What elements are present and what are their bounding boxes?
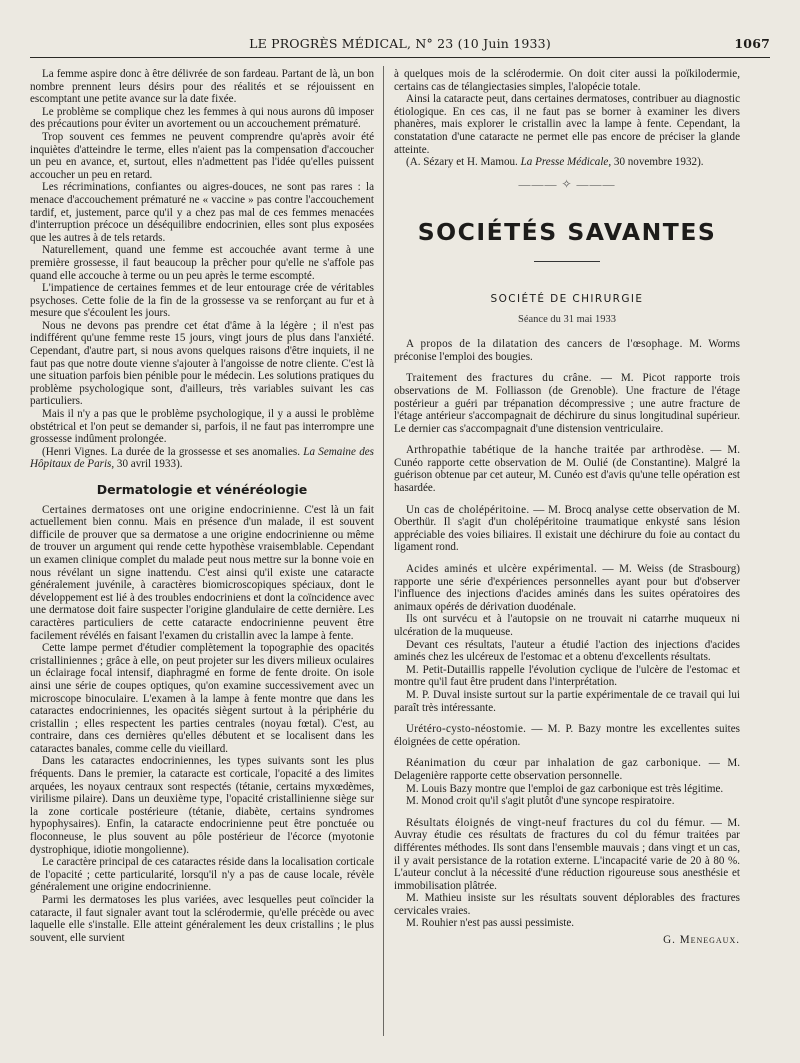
- session-item: [394, 338, 740, 363]
- left-column: [30, 68, 374, 944]
- citation-journal: La Semaine des Hôpitaux de Paris,: [30, 445, 374, 471]
- session-item-text: M. Worms préconise l'emploi des bougies.: [394, 338, 740, 363]
- section-banner-title: SOCIÉTÉS SAVANTES: [417, 218, 717, 247]
- session-date: Séance du 31 mai 1933: [518, 313, 616, 325]
- paragraph: Les récriminations, confiantes ou aigres-douces, ne sont pas rares : la menace d'accouchement prématuré ne « vaccine » pas contre l'accouchement tardif, et, justement, parce qu'il y a chez pas mal de ces femmes menacées d'interruption précoce un déséquilibre endocrinien, elles sont plus exposées que les autres à de tels retards.: [30, 181, 374, 244]
- citation-date: 30 novembre 1932).: [613, 156, 704, 169]
- session-item: [394, 504, 740, 554]
- citation-text: (Henri Vignes. La durée de la grossesse et ses anomalies.: [42, 445, 300, 458]
- session-item-text: M. Rouhier n'est pas aussi pessimiste.: [406, 917, 575, 930]
- session-item-text: — M. Weiss (de Strasbourg) rapporte une série d'expériences personnelles ayant pour but d'observer l'influence des injections d'acides aminés dans les suites opératoires des animaux opérés de dérivation duodénale.: [394, 563, 740, 613]
- session-item: [394, 613, 740, 638]
- paragraph: [30, 504, 374, 643]
- citation-text: (A. Sézary et H. Mamou.: [406, 156, 518, 169]
- session-item-text: M. P. Duval insiste surtout sur la partie expérimentale de ce travail qui lui paraît très intéressante.: [394, 688, 740, 714]
- paragraph: Dans les cataractes endocriniennes, les types suivants sont les plus fréquents. Dans le premier, la cataracte est corticale, l'opacité a des limites arquées, les noyaux centraux sont respectés (tétanie, certains myxœdèmes, virilisme pilaire). Dans un deuxième type, l'opacité cristallinienne siège sur la zone corticale postérieure (tétanie, diabète, certains syndromes hypophysaires). Enfin, la cataracte endocrinienne peut être ponctuée ou floconneuse, le plus souvent au pôle postérieur de l'écorce (myotonie dystrophique, idiotie mongolienne).: [30, 755, 374, 856]
- short-rule: [534, 261, 600, 262]
- session-item-text: Ils ont survécu et à l'autopsie on ne trouvait ni catarrhe muqueux ni ulcération de la muqueuse.: [394, 613, 740, 638]
- session-item: [394, 372, 740, 435]
- session-item-title: A propos de la dilatation des cancers de l'œsophage.: [406, 338, 683, 351]
- session-item-text: M. Mathieu insiste sur les résultats souvent déplorables des fractures cervicales vraies.: [394, 892, 740, 917]
- session-item-text: — M. Cunéo rapporte cette observation de M. Oulié (de Constantine). Malgré la guérison obtenue par cet auteur, M. Cunéo est d'avis qu'une telle opération est hasardée.: [394, 444, 740, 495]
- page-header: [30, 36, 770, 54]
- session-item: [394, 664, 740, 689]
- citation-journal: La Presse Médicale,: [520, 156, 612, 169]
- session-item-text: M. Louis Bazy montre que l'emploi de gaz carbonique est très légitime.: [406, 782, 724, 795]
- paragraph: Nous ne devons pas prendre cet état d'âme à la légère ; il n'est pas indifférent qu'une femme reste 15 jours, vingt jours de plus dans l'anxiété. Cependant, d'autre part, si nous avons quelques raisons d'être inquiets, il ne faut pas que notre doute vienne s'ajouter à l'angoisse de notre cliente. C'est là une situation parfois bien pénible pour le médecin. Les solutions pratiques du problème psychologique sont, d'ailleurs, très variables suivant les cas particuliers.: [30, 319, 374, 408]
- session-item: [394, 563, 740, 613]
- paragraph: La femme aspire donc à être délivrée de son fardeau. Partant de là, un bon nombre prennent leurs désirs pour des réalités et se réjouissent en escomptant une petite avance sur la date fixée.: [30, 68, 374, 106]
- ornament-divider: ——— ✧ ———: [518, 176, 616, 191]
- session-item-title: Urétéro-cysto-néostomie.: [406, 723, 527, 736]
- session-item-title: Traitement des fractures du crâne.: [406, 372, 592, 385]
- section-heading: Dermatologie et vénéréologie: [96, 482, 308, 497]
- citation: [30, 446, 374, 471]
- page-number: 1067: [734, 36, 770, 51]
- paragraph: Mais il n'y a pas que le problème psychologique, il y a aussi le problème obstétrical et l'on peut se demander si, parfois, il ne faut pas interrompre une grossesse indûment prolongée.: [30, 408, 374, 446]
- session-item: [394, 817, 740, 893]
- paragraph: Parmi les dermatoses les plus variées, avec lesquelles peut coïncider la cataracte, il faut signaler avant tout la sclérodermie, qu'elle précède ou avec laquelle elle s'installe. Elle atteint généralement les deux cristallins ; le plus souvent, elle survient: [30, 894, 374, 944]
- citation-date: 30 avril 1933).: [116, 458, 183, 471]
- session-item: [394, 917, 740, 930]
- session-item: [394, 757, 740, 782]
- session-item-text: Devant ces résultats, l'auteur a étudié l'action des injections d'acides aminés chez les ulcéreux de l'estomac et a obtenu d'excellents résultats.: [394, 638, 740, 664]
- session-item-text: — M. Picot rapporte trois observations de M. Folliasson (de Grenoble). Une fracture de l'étage postérieur a guéri par trépanation décompressive ; une autre fracture de l'étage antérieur s'accompagnait de déchirure du sinus longitudinal supérieur. Le dernier cas s'accompagnait d'une distension ventriculaire.: [394, 372, 740, 435]
- column-divider: [383, 66, 384, 1036]
- session-item-text: M. Petit-Dutaillis rappelle l'évolution cyclique de l'ulcère de l'estomac et montre qu'il faut être prudent dans l'interprétation.: [394, 663, 740, 689]
- journal-title: LE PROGRÈS MÉDICAL, N° 23 (10 Juin 1933): [249, 36, 551, 51]
- session-item-title: Un cas de cholépéritoine.: [406, 503, 530, 516]
- session-item: [394, 639, 740, 664]
- session-item: [394, 795, 740, 808]
- session-item-title: Résultats éloignés de vingt-neuf fractures du col du fémur.: [406, 816, 706, 829]
- header-rule: [30, 57, 770, 58]
- paragraph: Cette lampe permet d'étudier complètement la topographie des opacités cristalliniennes ; grâce à elle, on peut projeter sur les divers milieux oculaires un éclairage focal intensif, diaphragmé en forme de fente droite. On isole ainsi une série de coupes optiques, qu'on examine successivement avec un microscope binoculaire. L'examen à la lampe à fente montre que dans les cataractes endocriniennes, les opacités siègent surtout à la périphérie du cristallin ; elles respectent les parties centrales (noyau fœtal). C'est, au contraire, dans ces dernières qu'elles débutent et se localisent dans les cataractes banales, comme celle du vieillard.: [30, 642, 374, 755]
- session-item-title: Arthropathie tabétique de la hanche traitée par arthrodèse.: [406, 444, 705, 457]
- session-item: [394, 689, 740, 714]
- session-item-text: — M. P. Bazy montre les excellentes suites éloignées de cette opération.: [394, 723, 740, 748]
- paragraph: L'impatience de certaines femmes et de leur entourage crée de véritables psychoses. Cette folie de la fin de la grossesse va se renforçant au fur et à mesure que s'écoulent les jours.: [30, 282, 374, 320]
- author-signature: G. Menegaux.: [663, 934, 740, 947]
- session-item-text: — M. Delagenière rapporte cette observation personnelle.: [394, 757, 740, 782]
- paragraph: Ainsi la cataracte peut, dans certaines dermatoses, contribuer au diagnostic étiologique. En ces cas, il ne faut pas se borner à examiner les divers phanères, mais explorer le cristallin avec la lampe à fente. Cependant, la constatation d'une cataracte ne permet elle pas encore de préciser la glande atteinte.: [394, 93, 740, 156]
- lead-phrase: Certaines dermatoses ont une origine endocrinienne.: [42, 503, 300, 516]
- right-column: [394, 68, 740, 947]
- session-item: [394, 444, 740, 494]
- session-item: [394, 892, 740, 917]
- session-item-text: — M. Brocq analyse cette observation de M. Oberthür. Il s'agit d'un cholépéritoine traumatique enkysté sans lésion appréciable des voies biliaires. Il existait une déchirure du foie au contact du ligament rond.: [394, 503, 740, 554]
- paragraph: Le caractère principal de ces cataractes réside dans la localisation corticale de l'opacité ; cette particularité, lorsqu'il n'y a pas de cause locale, révèle généralement une origine endocrinienne.: [30, 856, 374, 894]
- society-name: SOCIÉTÉ DE CHIRURGIE: [490, 292, 644, 305]
- session-item-title: Réanimation du cœur par inhalation de gaz carbonique.: [406, 757, 702, 770]
- session-items: [394, 338, 740, 930]
- paragraph: Trop souvent ces femmes ne peuvent comprendre qu'après avoir été inquiètes d'atteindre le terme, elles n'aient pas la compensation d'accoucher un peu en avance, et, surtout, elles n'admettent pas l'idée qu'elles puissent accoucher un peu en retard.: [30, 130, 374, 181]
- session-item-title: Acides aminés et ulcère expérimental.: [406, 563, 598, 576]
- session-item: [394, 723, 740, 748]
- paragraph: Naturellement, quand une femme est accouchée avant terme à une première grossesse, il faut beaucoup la prêcher pour qu'elle ne s'affole pas quand elle accouche à terme ou un peu après le terme escompté.: [30, 244, 374, 282]
- lead-text: C'est là un fait actuellement bien connu. Mais en présence d'un malade, il est souvent difficile de prouver que sa dermatose a une origine endocrinienne ou même de trouver un argument qui rende cette hypothèse vraisemblable. Cependant un examen clinique complet du malade peut nous mettre sur la bonne voie en nous révélant un signe inattendu. C'est ainsi qu'il existe une cataracte généralement juvénile, à caractères biomicroscopiques spéciaux, dont le développement est lié à des troubles endocriniens et dont la coïncidence avec une dermatose doit faire suspecter l'origine glandulaire de cette dernière. Les caractères particuliers de cette cataracte endocrinienne peuvent être facilement révélés en faisant l'examen du cristallin avec la lampe à fente.: [30, 503, 374, 642]
- session-item-text: M. Monod croit qu'il s'agit plutôt d'une syncope respiratoire.: [406, 795, 675, 808]
- session-item-text: — M. Auvray étudie ces résultats de fractures du col du fémur traitées par différentes méthodes. Ils sont dans l'ensemble mauvais ; dans vingt et un cas, il y avait persistance de la rotation externe. L'incapacité varie de 20 à 80 %. L'auteur conclut à la nécessité d'une réduction rigoureuse sous anesthésie et immobilisation plâtrée.: [394, 816, 741, 892]
- paragraph: Le problème se complique chez les femmes à qui nous aurons dû imposer des précautions pour éviter un avortement ou un accouchement prématuré.: [30, 105, 374, 131]
- citation: [394, 156, 740, 169]
- paragraph: à quelques mois de la sclérodermie. On doit citer aussi la poïkilodermie, certains cas de télangiectasies simples, l'alopécie totale.: [394, 68, 740, 93]
- session-item: [394, 783, 740, 796]
